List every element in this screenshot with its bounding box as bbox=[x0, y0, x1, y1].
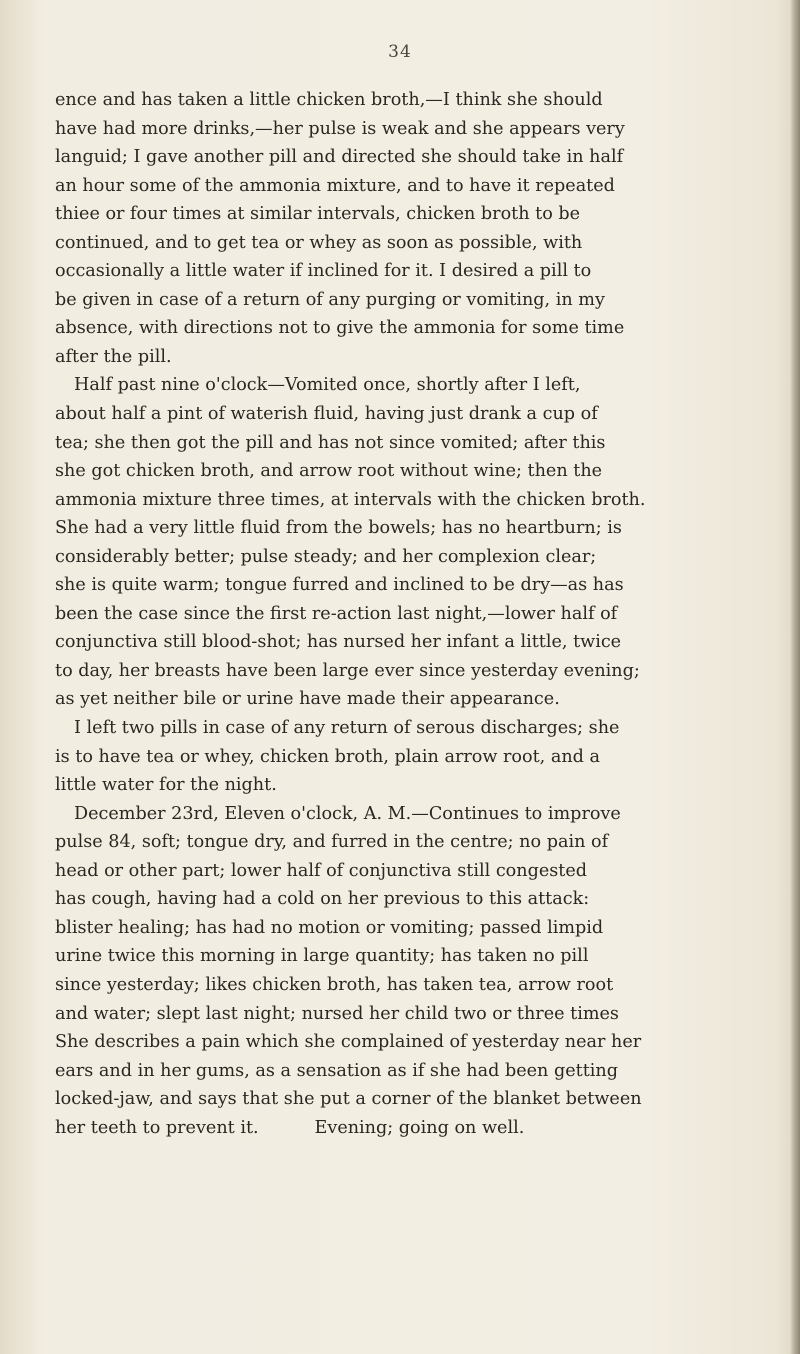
text-line: ears and in her gums, as a sensation as if she had been getting bbox=[55, 1060, 619, 1081]
body-text bbox=[55, 86, 796, 1142]
text-line: languid; I gave another pill and directed she should take in half bbox=[55, 147, 624, 168]
text-line: December 23rd, Eleven o'clock, A. M.—Continues to improve bbox=[74, 803, 621, 824]
text-line: ence and has taken a little chicken broth,—I think she should bbox=[55, 90, 603, 110]
text-line: She had a very little fluid from the bowels; has no heartburn; is bbox=[55, 518, 622, 539]
text-line: she got chicken broth, and arrow root without wine; then the bbox=[55, 461, 603, 482]
text-line: continued, and to get tea or whey as soon as possible, with bbox=[55, 232, 583, 253]
text-line: after the pill. bbox=[55, 346, 172, 367]
text-line: conjunctiva still blood-shot; has nursed her infant a little, twice bbox=[55, 632, 622, 653]
text-line: pulse 84, soft; tongue dry, and furred in the centre; no pain of bbox=[55, 832, 609, 853]
text-line: urine twice this morning in large quantity; has taken no pill bbox=[55, 946, 589, 967]
text-line: and water; slept last night; nursed her child two or three times bbox=[55, 1003, 619, 1024]
text-line: considerably better; pulse steady; and her complexion clear; bbox=[55, 546, 597, 567]
text-line: I left two pills in case of any return of serous discharges; she bbox=[74, 718, 620, 739]
text-line: locked-jaw, and says that she put a corner of the blanket between bbox=[55, 1089, 642, 1110]
text-line: is to have tea or whey, chicken broth, plain arrow root, and a bbox=[55, 746, 601, 767]
text-line: tea; she then got the pill and has not since vomited; after this bbox=[55, 432, 606, 453]
text-line: occasionally a little water if inclined for it. I desired a pill to bbox=[55, 261, 592, 282]
text-line: to day, her breasts have been large ever since yesterday evening; bbox=[55, 660, 640, 681]
text-line: absence, with directions not to give the ammonia for some time bbox=[55, 318, 625, 339]
text-line: since yesterday; likes chicken broth, has taken tea, arrow root bbox=[55, 974, 614, 995]
text-line: be given in case of a return of any purging or vomiting, in my bbox=[55, 289, 605, 310]
text-line: she is quite warm; tongue furred and inclined to be dry—as has bbox=[55, 575, 624, 596]
text-line: ammonia mixture three times, at intervals with the chicken broth. bbox=[55, 489, 646, 510]
text-line: about half a pint of waterish fluid, having just drank a cup of bbox=[55, 404, 598, 425]
text-line: Half past nine o'clock—Vomited once, shortly after I left, bbox=[74, 375, 581, 396]
text-line: thiee or four times at similar intervals, chicken broth to be bbox=[55, 204, 581, 225]
text-line: have had more drinks,—her pulse is weak and she appears very bbox=[55, 118, 625, 139]
text-line: has cough, having had a cold on her previous to this attack: bbox=[55, 889, 590, 910]
text-line: been the case since the first re-action last night,—lower half of bbox=[55, 603, 618, 624]
text-line: her teeth to prevent it. Evening; going on well. bbox=[55, 1117, 525, 1138]
page-gutter bbox=[0, 0, 38, 1354]
page-number: 34 bbox=[388, 42, 412, 62]
text-line: little water for the night. bbox=[55, 775, 277, 796]
text-line: blister healing; has had no motion or vomiting; passed limpid bbox=[55, 917, 604, 938]
text-line: She describes a pain which she complained of yesterday near her bbox=[55, 1032, 642, 1053]
text-line: head or other part; lower half of conjunctiva still congested bbox=[55, 860, 588, 881]
text-line: an hour some of the ammonia mixture, and to have it repeated bbox=[55, 175, 615, 196]
text-line: as yet neither bile or urine have made their appearance. bbox=[55, 689, 560, 710]
